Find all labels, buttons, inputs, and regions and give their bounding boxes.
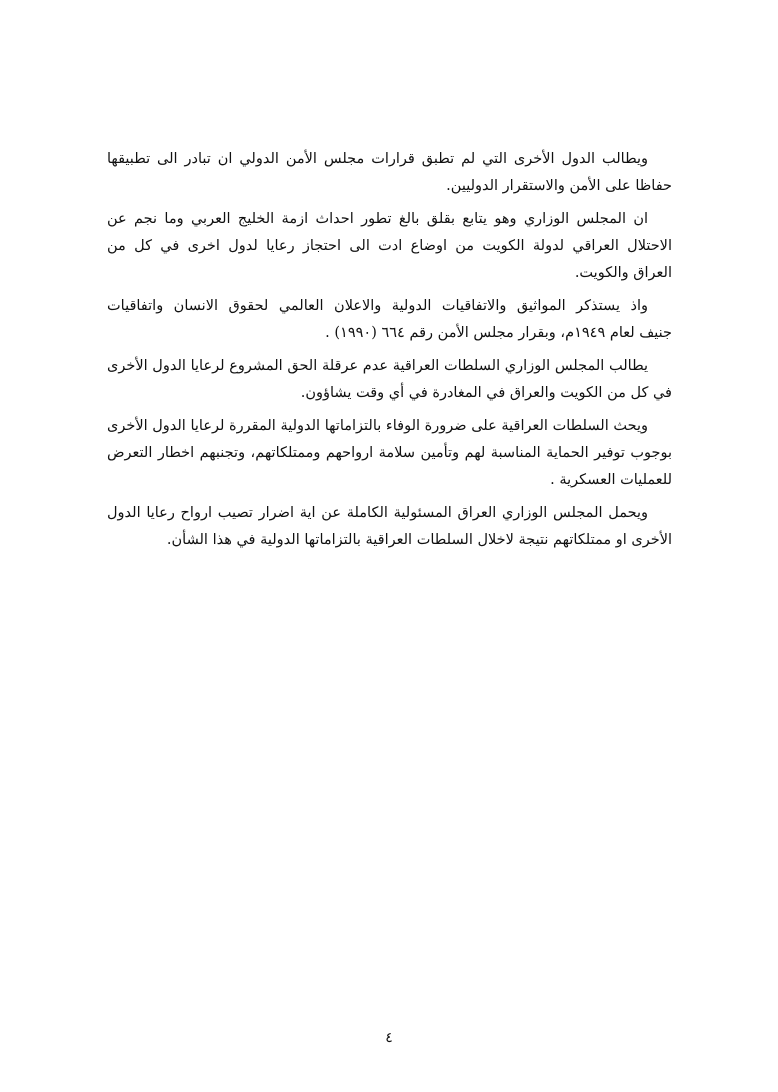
text-line: للعمليات العسكرية . bbox=[550, 472, 672, 488]
text-line: ويطالب الدول الأخرى التي لم تطبق قرارات مجلس الأمن الدولي ان تبادر الى تطبيقها bbox=[107, 151, 648, 167]
text-line: واذ يستذكر المواثيق والاتفاقيات الدولية والاعلان العالمي لحقوق الانسان واتفاقيات bbox=[107, 298, 648, 314]
text-line: جنيف لعام ١٩٤٩م، وبقرار مجلس الأمن رقم ٦٦٤ (١٩٩٠) . bbox=[325, 325, 672, 341]
text-line: حفاظا على الأمن والاستقرار الدوليين. bbox=[446, 178, 672, 194]
text-line: العراق والكويت. bbox=[574, 265, 672, 281]
paragraph-2 bbox=[107, 206, 672, 287]
page-number: ٤ bbox=[385, 1030, 393, 1046]
text-line: ويحث السلطات العراقية على ضرورة الوفاء بالتزاماتها الدولية المقررة لرعايا الدول الأخرى bbox=[107, 418, 648, 434]
paragraph-5 bbox=[107, 413, 672, 494]
document-body bbox=[107, 146, 672, 560]
paragraph-6 bbox=[107, 500, 672, 554]
paragraph-1 bbox=[107, 146, 672, 200]
text-line: الأخرى او ممتلكاتهم نتيجة لاخلال السلطات العراقية بالتزاماتها الدولية في هذا الشأن. bbox=[166, 532, 672, 548]
text-line: بوجوب توفير الحماية المناسبة لهم وتأمين سلامة ارواحهم وممتلكاتهم، وتجنبهم اخطار التعرض bbox=[107, 445, 672, 461]
paragraph-3 bbox=[107, 293, 672, 347]
paragraph-4 bbox=[107, 353, 672, 407]
text-line: ويحمل المجلس الوزاري العراق المسئولية الكاملة عن اية اضرار تصيب ارواح رعايا الدول bbox=[107, 505, 648, 521]
text-line: يطالب المجلس الوزاري السلطات العراقية عدم عرقلة الحق المشروع لرعايا الدول الأخرى bbox=[107, 358, 648, 374]
text-line: ان المجلس الوزاري وهو يتابع بقلق بالغ تطور احداث ازمة الخليج العربي وما نجم عن bbox=[107, 211, 648, 227]
text-line: الاحتلال العراقي لدولة الكويت من اوضاع ادت الى احتجاز رعايا لدول اخرى في كل من bbox=[107, 238, 672, 254]
text-line: في كل من الكويت والعراق في المغادرة في أي وقت يشاؤون. bbox=[300, 385, 672, 401]
